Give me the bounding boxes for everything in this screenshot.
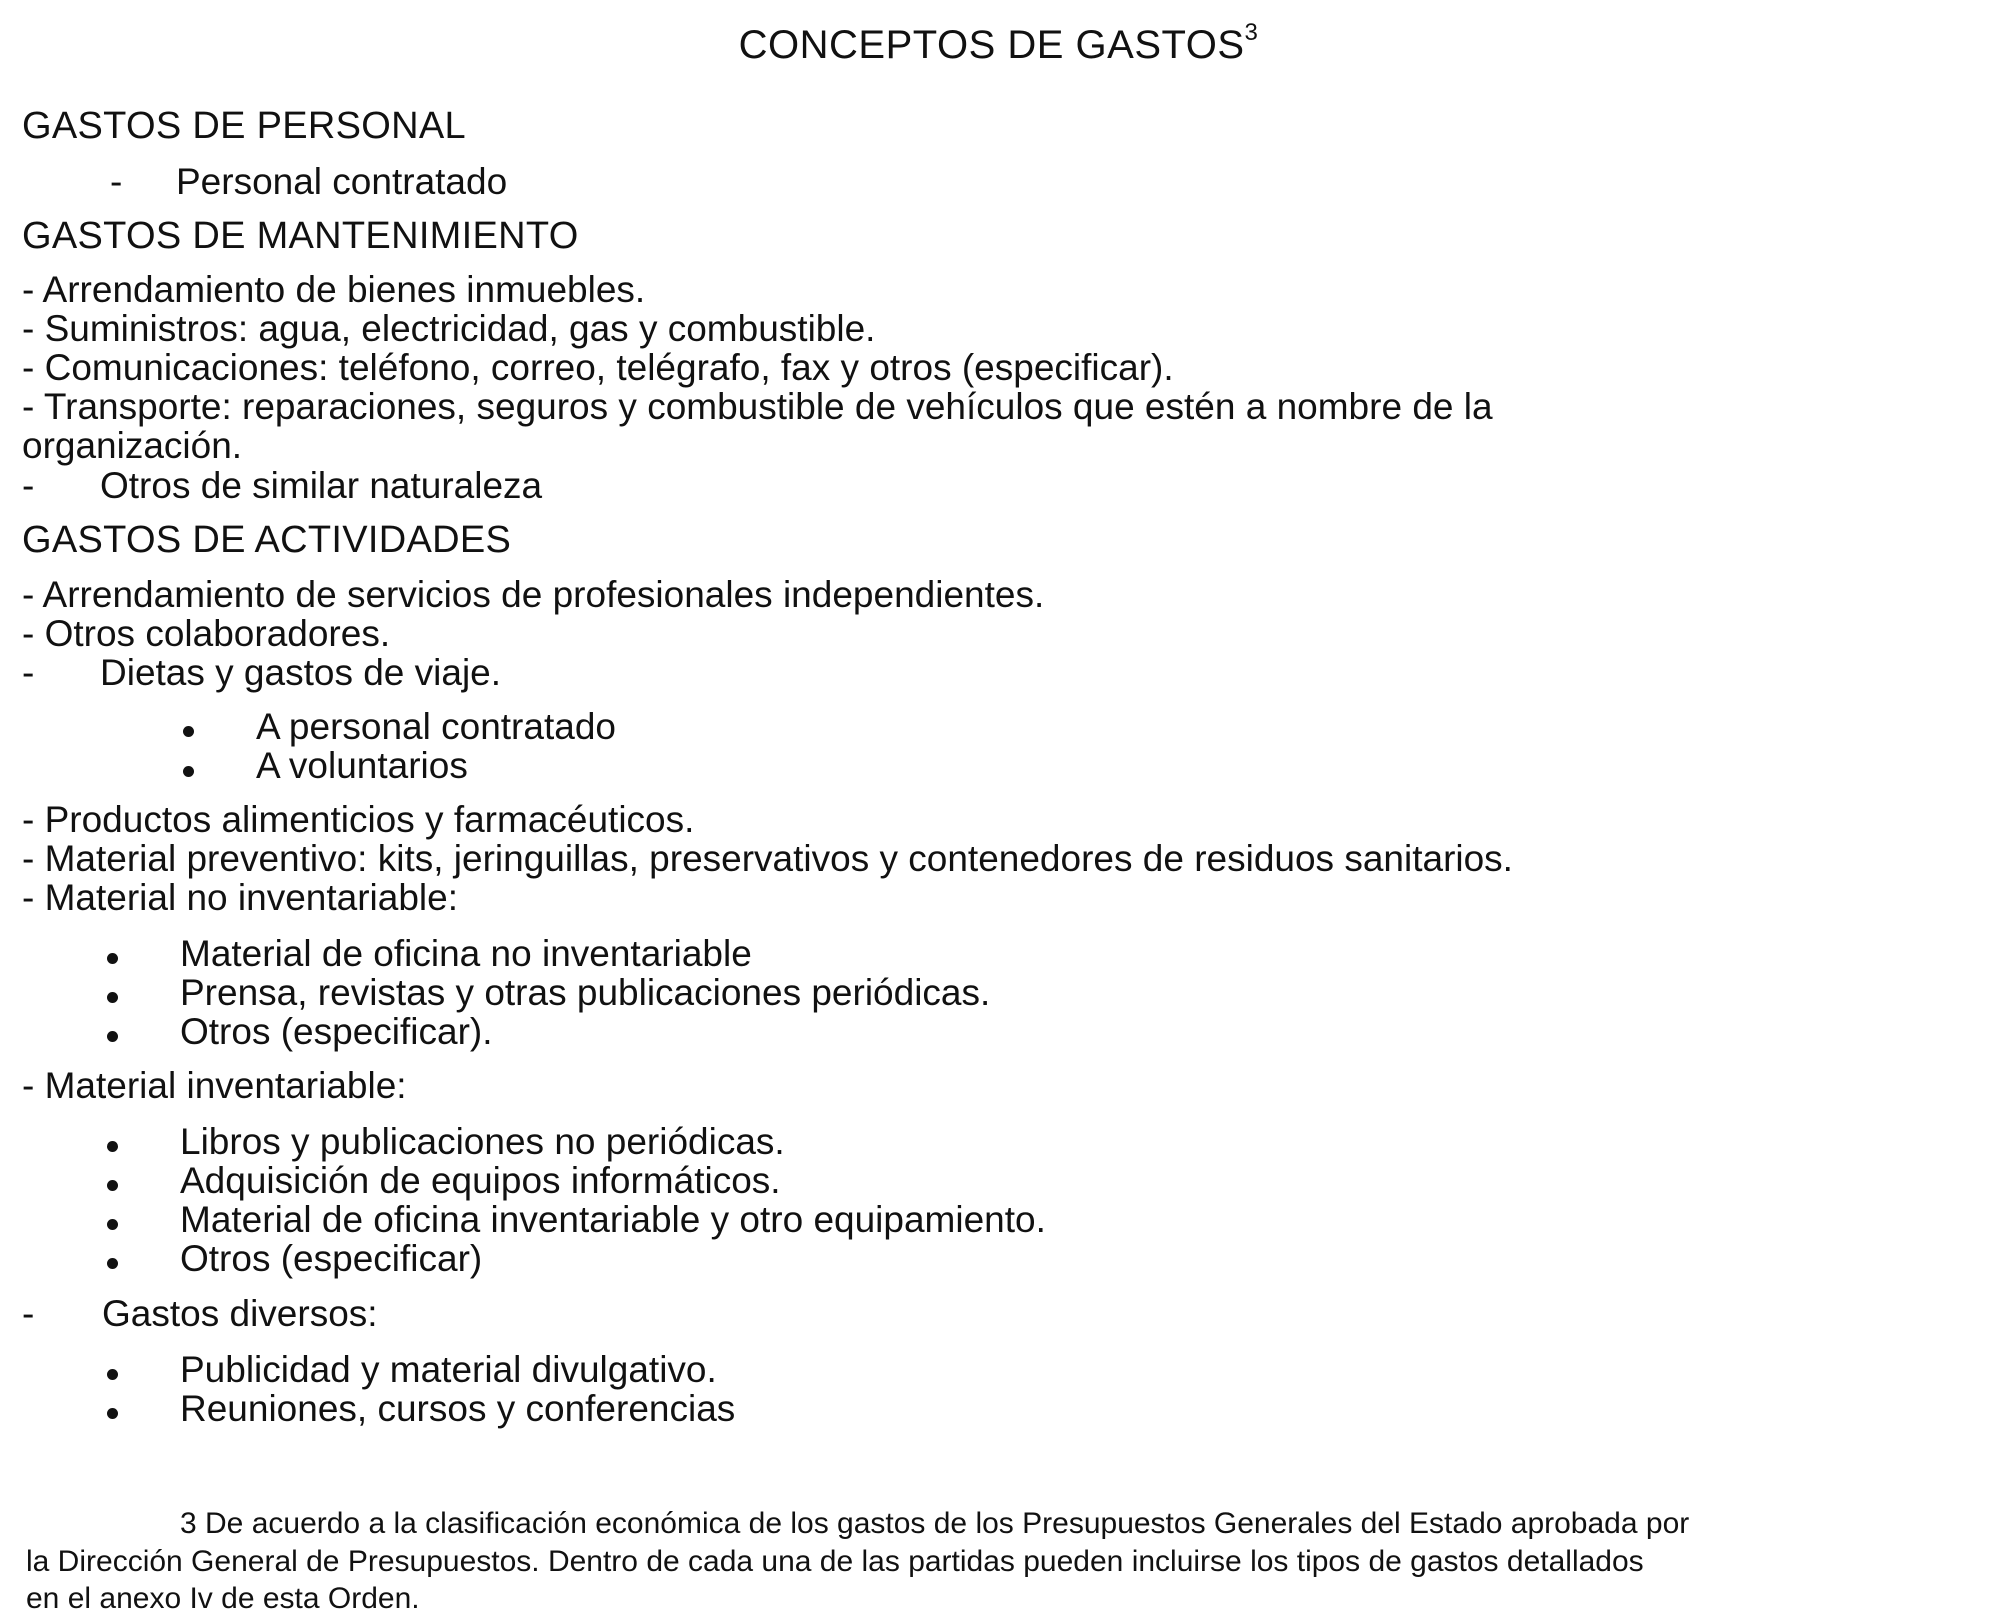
list-item: Personal contratado: [176, 161, 508, 202]
footnote-line: en el anexo Iv de esta Orden.: [26, 1582, 420, 1615]
sub-list-item: Publicidad y material divulgativo.: [180, 1349, 717, 1390]
bullet-icon: [183, 766, 194, 777]
dash-marker: -: [22, 1293, 35, 1334]
bullet-icon: [107, 1258, 118, 1269]
list-item: Otros de similar naturaleza: [100, 465, 543, 506]
list-item: - Productos alimenticios y farmacéuticos.: [22, 799, 695, 840]
heading-gastos-mantenimiento: GASTOS DE MANTENIMIENTO: [22, 215, 579, 257]
list-item: - Arrendamiento de servicios de profesionales independientes.: [22, 574, 1045, 615]
title-footnote-mark: 3: [1244, 19, 1259, 46]
list-item: organización.: [22, 425, 243, 466]
list-item: - Arrendamiento de bienes inmuebles.: [22, 269, 646, 310]
bullet-icon: [107, 992, 118, 1003]
sub-list-item: Adquisición de equipos informáticos.: [180, 1160, 781, 1201]
list-item: - Material inventariable:: [22, 1065, 407, 1106]
footnote-line: la Dirección General de Presupuestos. Dentro de cada una de las partidas pueden incluirse los tipos de gastos detallados: [26, 1545, 1644, 1578]
list-item: - Transporte: reparaciones, seguros y combustible de vehículos que estén a nombre de la: [22, 386, 1493, 427]
sub-list-item: Material de oficina inventariable y otro equipamiento.: [180, 1199, 1046, 1240]
list-item: - Comunicaciones: teléfono, correo, telégrafo, fax y otros (especificar).: [22, 347, 1174, 388]
bullet-icon: [107, 1408, 118, 1419]
bullet-icon: [107, 1141, 118, 1152]
heading-gastos-actividades: GASTOS DE ACTIVIDADES: [22, 519, 512, 561]
bullet-icon: [107, 953, 118, 964]
list-item: Gastos diversos:: [102, 1293, 378, 1334]
sub-list-item: Otros (especificar): [180, 1238, 483, 1279]
bullet-icon: [107, 1031, 118, 1042]
sub-list-item: Otros (especificar).: [180, 1011, 493, 1052]
list-item: Dietas y gastos de viaje.: [100, 652, 502, 693]
bullet-icon: [107, 1369, 118, 1380]
sub-list-item: Prensa, revistas y otras publicaciones periódicas.: [180, 972, 991, 1013]
dash-marker: -: [22, 465, 35, 506]
bullet-icon: [107, 1180, 118, 1191]
dash-marker: -: [22, 652, 35, 693]
sub-list-item: Libros y publicaciones no periódicas.: [180, 1121, 785, 1162]
sub-list-item: A voluntarios: [256, 745, 468, 786]
dash-marker: -: [110, 161, 123, 202]
bullet-icon: [183, 726, 194, 737]
list-item: - Otros colaboradores.: [22, 613, 391, 654]
sub-list-item: A personal contratado: [256, 706, 616, 747]
heading-gastos-personal: GASTOS DE PERSONAL: [22, 105, 466, 147]
list-item: - Material preventivo: kits, jeringuillas, preservativos y contenedores de residuos sanitarios.: [22, 838, 1513, 879]
list-item: - Material no inventariable:: [22, 877, 458, 918]
bullet-icon: [107, 1219, 118, 1230]
footnote-line: 3 De acuerdo a la clasificación económica de los gastos de los Presupuestos Generales del Estado aprobada por: [180, 1507, 1690, 1540]
sub-list-item: Material de oficina no inventariable: [180, 933, 752, 974]
list-item: - Suministros: agua, electricidad, gas y combustible.: [22, 308, 876, 349]
title-text: CONCEPTOS DE GASTOS: [738, 23, 1245, 67]
sub-list-item: Reuniones, cursos y conferencias: [180, 1388, 736, 1429]
page-title: [0, 19, 1997, 68]
